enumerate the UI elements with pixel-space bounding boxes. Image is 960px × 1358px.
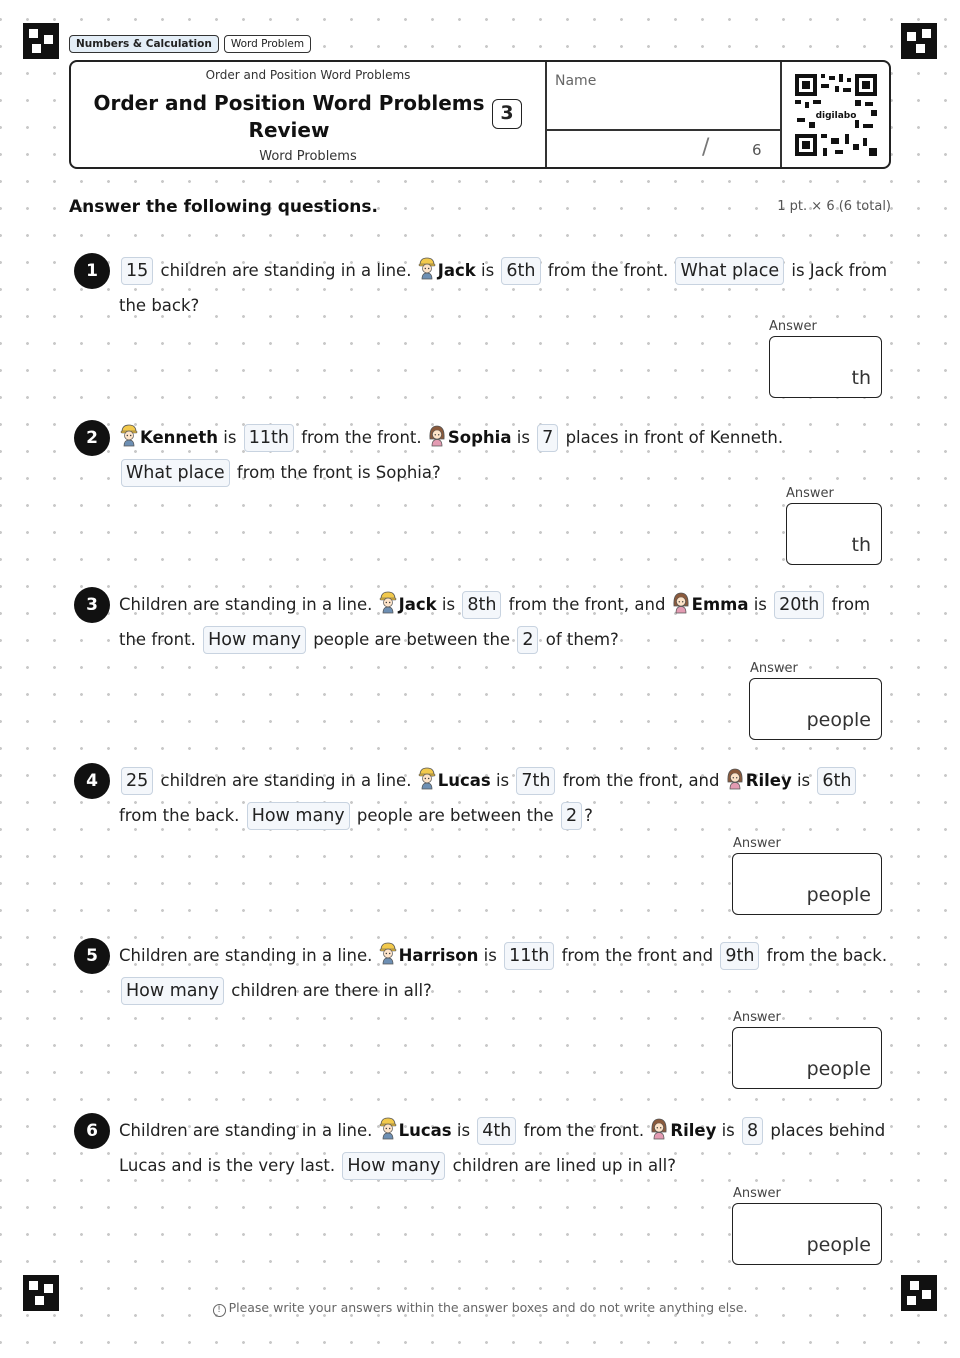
answer-box-4[interactable] <box>732 853 882 915</box>
girl-avatar-icon <box>725 766 745 790</box>
child-name: Lucas <box>437 771 491 790</box>
subject-tag: Numbers & Calculation <box>69 35 219 53</box>
highlight-value: 6th <box>817 767 856 795</box>
title-line-1: Order and Position Word Problems <box>93 91 485 115</box>
question-number: 5 <box>74 938 110 974</box>
boy-avatar-icon <box>378 590 398 614</box>
answer-unit: people <box>806 709 871 731</box>
question-text: Children are standing in a line. Harrison is 11th from the front and 9th from the back. How many children are there in all? <box>119 938 889 1008</box>
highlight-question: How many <box>121 977 224 1005</box>
highlight-value: 2 <box>561 802 582 830</box>
answer-label: Answer <box>733 1010 781 1025</box>
girl-avatar-icon <box>649 1116 669 1140</box>
answer-label: Answer <box>733 836 781 851</box>
child-name: Riley <box>670 1121 717 1140</box>
corner-marker-top-right <box>901 23 937 59</box>
highlight-question: How many <box>342 1152 445 1180</box>
info-icon: ! <box>213 1304 226 1317</box>
child-name: Lucas <box>398 1121 452 1140</box>
question-text: Children are standing in a line. Jack is 8th from the front, and Emma is 20th from the front. How many people are between the 2 of them? <box>119 587 889 657</box>
highlight-value: 8 <box>742 1117 763 1145</box>
answer-unit: people <box>806 1234 871 1256</box>
instruction-text: Answer the following questions. <box>69 197 378 217</box>
highlight-value: 9th <box>720 942 759 970</box>
score-total: 6 <box>752 141 762 159</box>
highlight-value: 7 <box>537 424 558 452</box>
question-number: 3 <box>74 587 110 623</box>
highlight-question: What place <box>675 257 784 285</box>
child-name: Sophia <box>447 428 512 447</box>
answer-label: Answer <box>733 1186 781 1201</box>
highlight-question: What place <box>121 459 230 487</box>
page-title <box>91 90 487 144</box>
name-label: Name <box>555 73 597 89</box>
child-name: Emma <box>691 595 749 614</box>
worksheet-header <box>69 60 891 169</box>
answer-unit: th <box>851 367 871 389</box>
highlight-value: 11th <box>244 424 294 452</box>
highlight-value: 2 <box>517 626 538 654</box>
question-number: 4 <box>74 763 110 799</box>
qr-code <box>795 74 877 156</box>
highlight-value: 11th <box>504 942 554 970</box>
answer-box-1[interactable] <box>769 336 882 398</box>
qr-label: digilabo <box>815 111 857 121</box>
header-subtitle: Order and Position Word Problems <box>205 68 411 82</box>
question-text: Children are standing in a line. Lucas is 4th from the front. Riley is 8 places behind Lucas and is the very last. How many children are lined up in all? <box>119 1113 889 1183</box>
corner-marker-top-left <box>23 23 59 59</box>
answer-unit: people <box>806 1058 871 1080</box>
child-name: Jack <box>398 595 437 614</box>
answer-unit: people <box>806 884 871 906</box>
answer-label: Answer <box>786 486 834 501</box>
answer-box-5[interactable] <box>732 1027 882 1089</box>
answer-label: Answer <box>769 319 817 334</box>
boy-avatar-icon <box>378 941 398 965</box>
answer-unit: th <box>851 534 871 556</box>
boy-avatar-icon <box>378 1116 398 1140</box>
question-number: 6 <box>74 1113 110 1149</box>
question-text: 25 children are standing in a line. Lucas is 7th from the front, and Riley is 6th from the back. How many people are between the 2 ? <box>119 763 889 833</box>
child-name: Kenneth <box>140 428 219 447</box>
header-divider <box>545 129 780 131</box>
child-name: Riley <box>745 771 792 790</box>
header-category: Word Problems <box>259 149 357 164</box>
answer-box-3[interactable] <box>749 678 882 740</box>
highlight-question: How many <box>247 802 350 830</box>
type-tag: Word Problem <box>224 35 311 53</box>
highlight-value: 4th <box>477 1117 516 1145</box>
girl-avatar-icon <box>427 423 447 447</box>
footer-text: Please write your answers within the answer boxes and do not write anything else. <box>228 1300 748 1315</box>
highlight-value: 8th <box>462 591 501 619</box>
highlight-value: 6th <box>501 257 540 285</box>
points-info: 1 pt. × 6 (6 total) <box>777 199 891 214</box>
highlight-value: 15 <box>121 257 153 285</box>
question-text: Kenneth is 11th from the front. Sophia is 7 places in front of Kenneth. What place from the front is Sophia? <box>119 420 889 490</box>
title-line-2: Review <box>248 118 330 142</box>
answer-box-6[interactable] <box>732 1203 882 1265</box>
highlight-value: 25 <box>121 767 153 795</box>
boy-avatar-icon <box>417 256 437 280</box>
question-number: 2 <box>74 420 110 456</box>
tag-list <box>69 35 311 53</box>
sheet-number-badge: 3 <box>492 99 522 129</box>
footer-note <box>0 1300 960 1317</box>
score-slash: / <box>702 135 710 160</box>
highlight-value: 20th <box>774 591 824 619</box>
child-name: Harrison <box>398 946 479 965</box>
boy-avatar-icon <box>417 766 437 790</box>
highlight-question: How many <box>203 626 306 654</box>
child-name: Jack <box>437 261 476 280</box>
highlight-value: 7th <box>516 767 555 795</box>
girl-avatar-icon <box>671 590 691 614</box>
boy-avatar-icon <box>119 423 139 447</box>
answer-box-2[interactable] <box>786 503 882 565</box>
header-divider <box>545 62 547 167</box>
question-text: 15 children are standing in a line. Jack is 6th from the front. What place is Jack from the back? <box>119 253 889 323</box>
header-divider <box>780 62 782 167</box>
answer-label: Answer <box>750 661 798 676</box>
question-number: 1 <box>74 253 110 289</box>
